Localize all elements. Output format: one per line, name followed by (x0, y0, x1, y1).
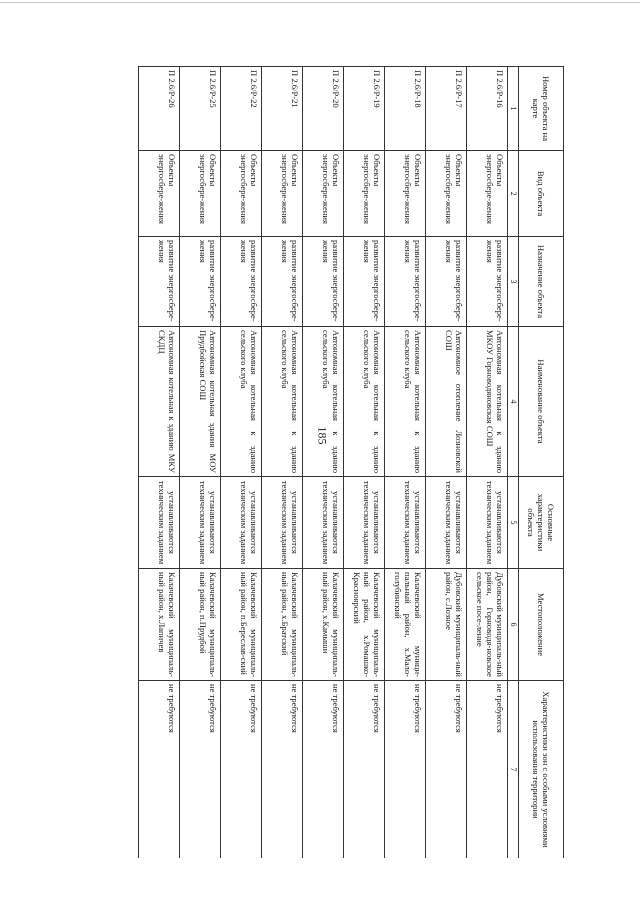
cell-name: Автономная котельная к зданию сельского клуба (221, 327, 262, 477)
cell-purpose: развитие энергосбере-жения (467, 237, 508, 327)
cell-location: Калачевский муниципаль-ный район, п.Береслав-ский (221, 569, 262, 681)
cell-location: Калачевский муниципаль-ный район, х.Ромашко-Красноярский (344, 569, 385, 681)
cell-kind: Объекты энергосбере-жения (180, 151, 221, 237)
cell-zones: не требуются (467, 681, 508, 859)
cell-name: Автономная котельная к зданию сельского клуба (385, 327, 426, 477)
cell-number: П 2.6/Р-26 (139, 67, 180, 151)
cell-characteristics: устанавливаются техническим заданием (426, 477, 467, 569)
cell-kind: Объекты энергосбере-жения (262, 151, 303, 237)
table-row (221, 67, 262, 859)
header-object-number: Номер объекта на карте (519, 67, 564, 151)
cell-number: П 2.6/Р-19 (344, 67, 385, 151)
cell-purpose: развитие энергосбере-жения (139, 237, 180, 327)
table-row (385, 67, 426, 859)
column-number-row (508, 67, 519, 859)
column-number: 2 (508, 151, 519, 237)
table-row (303, 67, 344, 859)
cell-location: Дубовский муниципаль-ный район, с.Лозное (426, 569, 467, 681)
column-number: 6 (508, 569, 519, 681)
cell-number: П 2.6/Р-25 (180, 67, 221, 151)
header-zone-characteristics: Характеристики зон с особыми условиями использования территории (519, 681, 564, 859)
table-row (139, 67, 180, 859)
cell-name: Автономная котельная к зданию сельского клуба (262, 327, 303, 477)
cell-purpose: развитие энергосбере-жения (303, 237, 344, 327)
cell-number: П 2.6/Р-20 (303, 67, 344, 151)
cell-location: Калачевский муниципаль-ный район, п.Прудбой (180, 569, 221, 681)
cell-characteristics: устанавливаются техническим заданием (344, 477, 385, 569)
cell-zones: не требуются (344, 681, 385, 859)
cell-purpose: развитие энергосбере-жения (262, 237, 303, 327)
cell-zones: не требуются (221, 681, 262, 859)
cell-characteristics: устанавливаются техническим заданием (385, 477, 426, 569)
header-main-characteristics: Основные характеристики объекта (519, 477, 564, 569)
cell-number: П 2.6/Р-16 (467, 67, 508, 151)
cell-kind: Объекты энергосбере-жения (221, 151, 262, 237)
column-number: 1 (508, 67, 519, 151)
header-object-purpose: Назначение объекта (519, 237, 564, 327)
cell-name: Автономная котельная к зданию сельского клуба (303, 327, 344, 477)
cell-zones: не требуются (303, 681, 344, 859)
table-row (344, 67, 385, 859)
cell-zones: не требуются (262, 681, 303, 859)
cell-kind: Объекты энергосбере-жения (385, 151, 426, 237)
cell-location: Калачевский муници-пальный район, х.Мало-голубинский (385, 569, 426, 681)
cell-name: Автономная котельная здания МОУ Прудбойская СОШ (180, 327, 221, 477)
cell-location: Калачевский муниципаль-ный район, х.Камыши (303, 569, 344, 681)
cell-characteristics: устанавливаются техническим заданием (139, 477, 180, 569)
cell-number: П 2.6/Р-18 (385, 67, 426, 151)
cell-characteristics: устанавливаются техническим заданием (467, 477, 508, 569)
cell-purpose: развитие энергосбере-жения (385, 237, 426, 327)
cell-purpose: развитие энергосбере-жения (180, 237, 221, 327)
cell-number: П 2.6/Р-22 (221, 67, 262, 151)
cell-characteristics: устанавливаются техническим заданием (221, 477, 262, 569)
cell-zones: не требуются (426, 681, 467, 859)
table-row (180, 67, 221, 859)
cell-zones: не требуются (180, 681, 221, 859)
cell-name: Автономное отопление Лозновской СОШ (426, 327, 467, 477)
cell-number: П 2.6/Р-21 (262, 67, 303, 151)
table-row (467, 67, 508, 859)
column-number: 5 (508, 477, 519, 569)
table-row (262, 67, 303, 859)
cell-kind: Объекты энергосбере-жения (139, 151, 180, 237)
header-object-name: Наименование объекта (519, 327, 564, 477)
rotated-table-area (136, 66, 564, 858)
cell-name: Автономная котельная к зданию МКУ СКДЦ (139, 327, 180, 477)
scan-edge-line (0, 2, 640, 3)
column-number: 4 (508, 327, 519, 477)
cell-kind: Объекты энергосбере-жения (426, 151, 467, 237)
cell-number: П 2.6/Р-17 (426, 67, 467, 151)
rotated-table-frame (136, 66, 564, 858)
cell-name: Автономная котельная к зданию сельского клуба (344, 327, 385, 477)
cell-name: Автономная котельная к зданию МКОУ Горноводяновская СОШ (467, 327, 508, 477)
cell-location: Калачевский муниципаль-ный район, х.Братский (262, 569, 303, 681)
table-row (426, 67, 467, 859)
cell-purpose: развитие энергосбере-жения (221, 237, 262, 327)
cell-characteristics: устанавливаются техническим заданием (303, 477, 344, 569)
column-number: 7 (508, 681, 519, 859)
table-header-row (519, 67, 564, 859)
objects-table (138, 66, 564, 858)
cell-characteristics: устанавливаются техническим заданием (262, 477, 303, 569)
cell-location: Дубовский муниципаль-ный район, Горноводя-новское сельское посе-ление (467, 569, 508, 681)
header-location: Местоположение (519, 569, 564, 681)
cell-location: Калачевский муниципаль-ный район, х.Лапичев (139, 569, 180, 681)
cell-characteristics: устанавливаются техническим заданием (180, 477, 221, 569)
cell-kind: Объекты энергосбере-жения (303, 151, 344, 237)
cell-purpose: развитие энергосбере-жения (344, 237, 385, 327)
header-object-kind: Вид объекта (519, 151, 564, 237)
cell-zones: не требуются (139, 681, 180, 859)
cell-purpose: развитие энергосбере-жения (426, 237, 467, 327)
cell-kind: Объекты энергосбере-жения (344, 151, 385, 237)
cell-zones: не требуются (385, 681, 426, 859)
page-number: 185 (315, 426, 330, 445)
cell-kind: Объекты энергосбере-жения (467, 151, 508, 237)
column-number: 3 (508, 237, 519, 327)
